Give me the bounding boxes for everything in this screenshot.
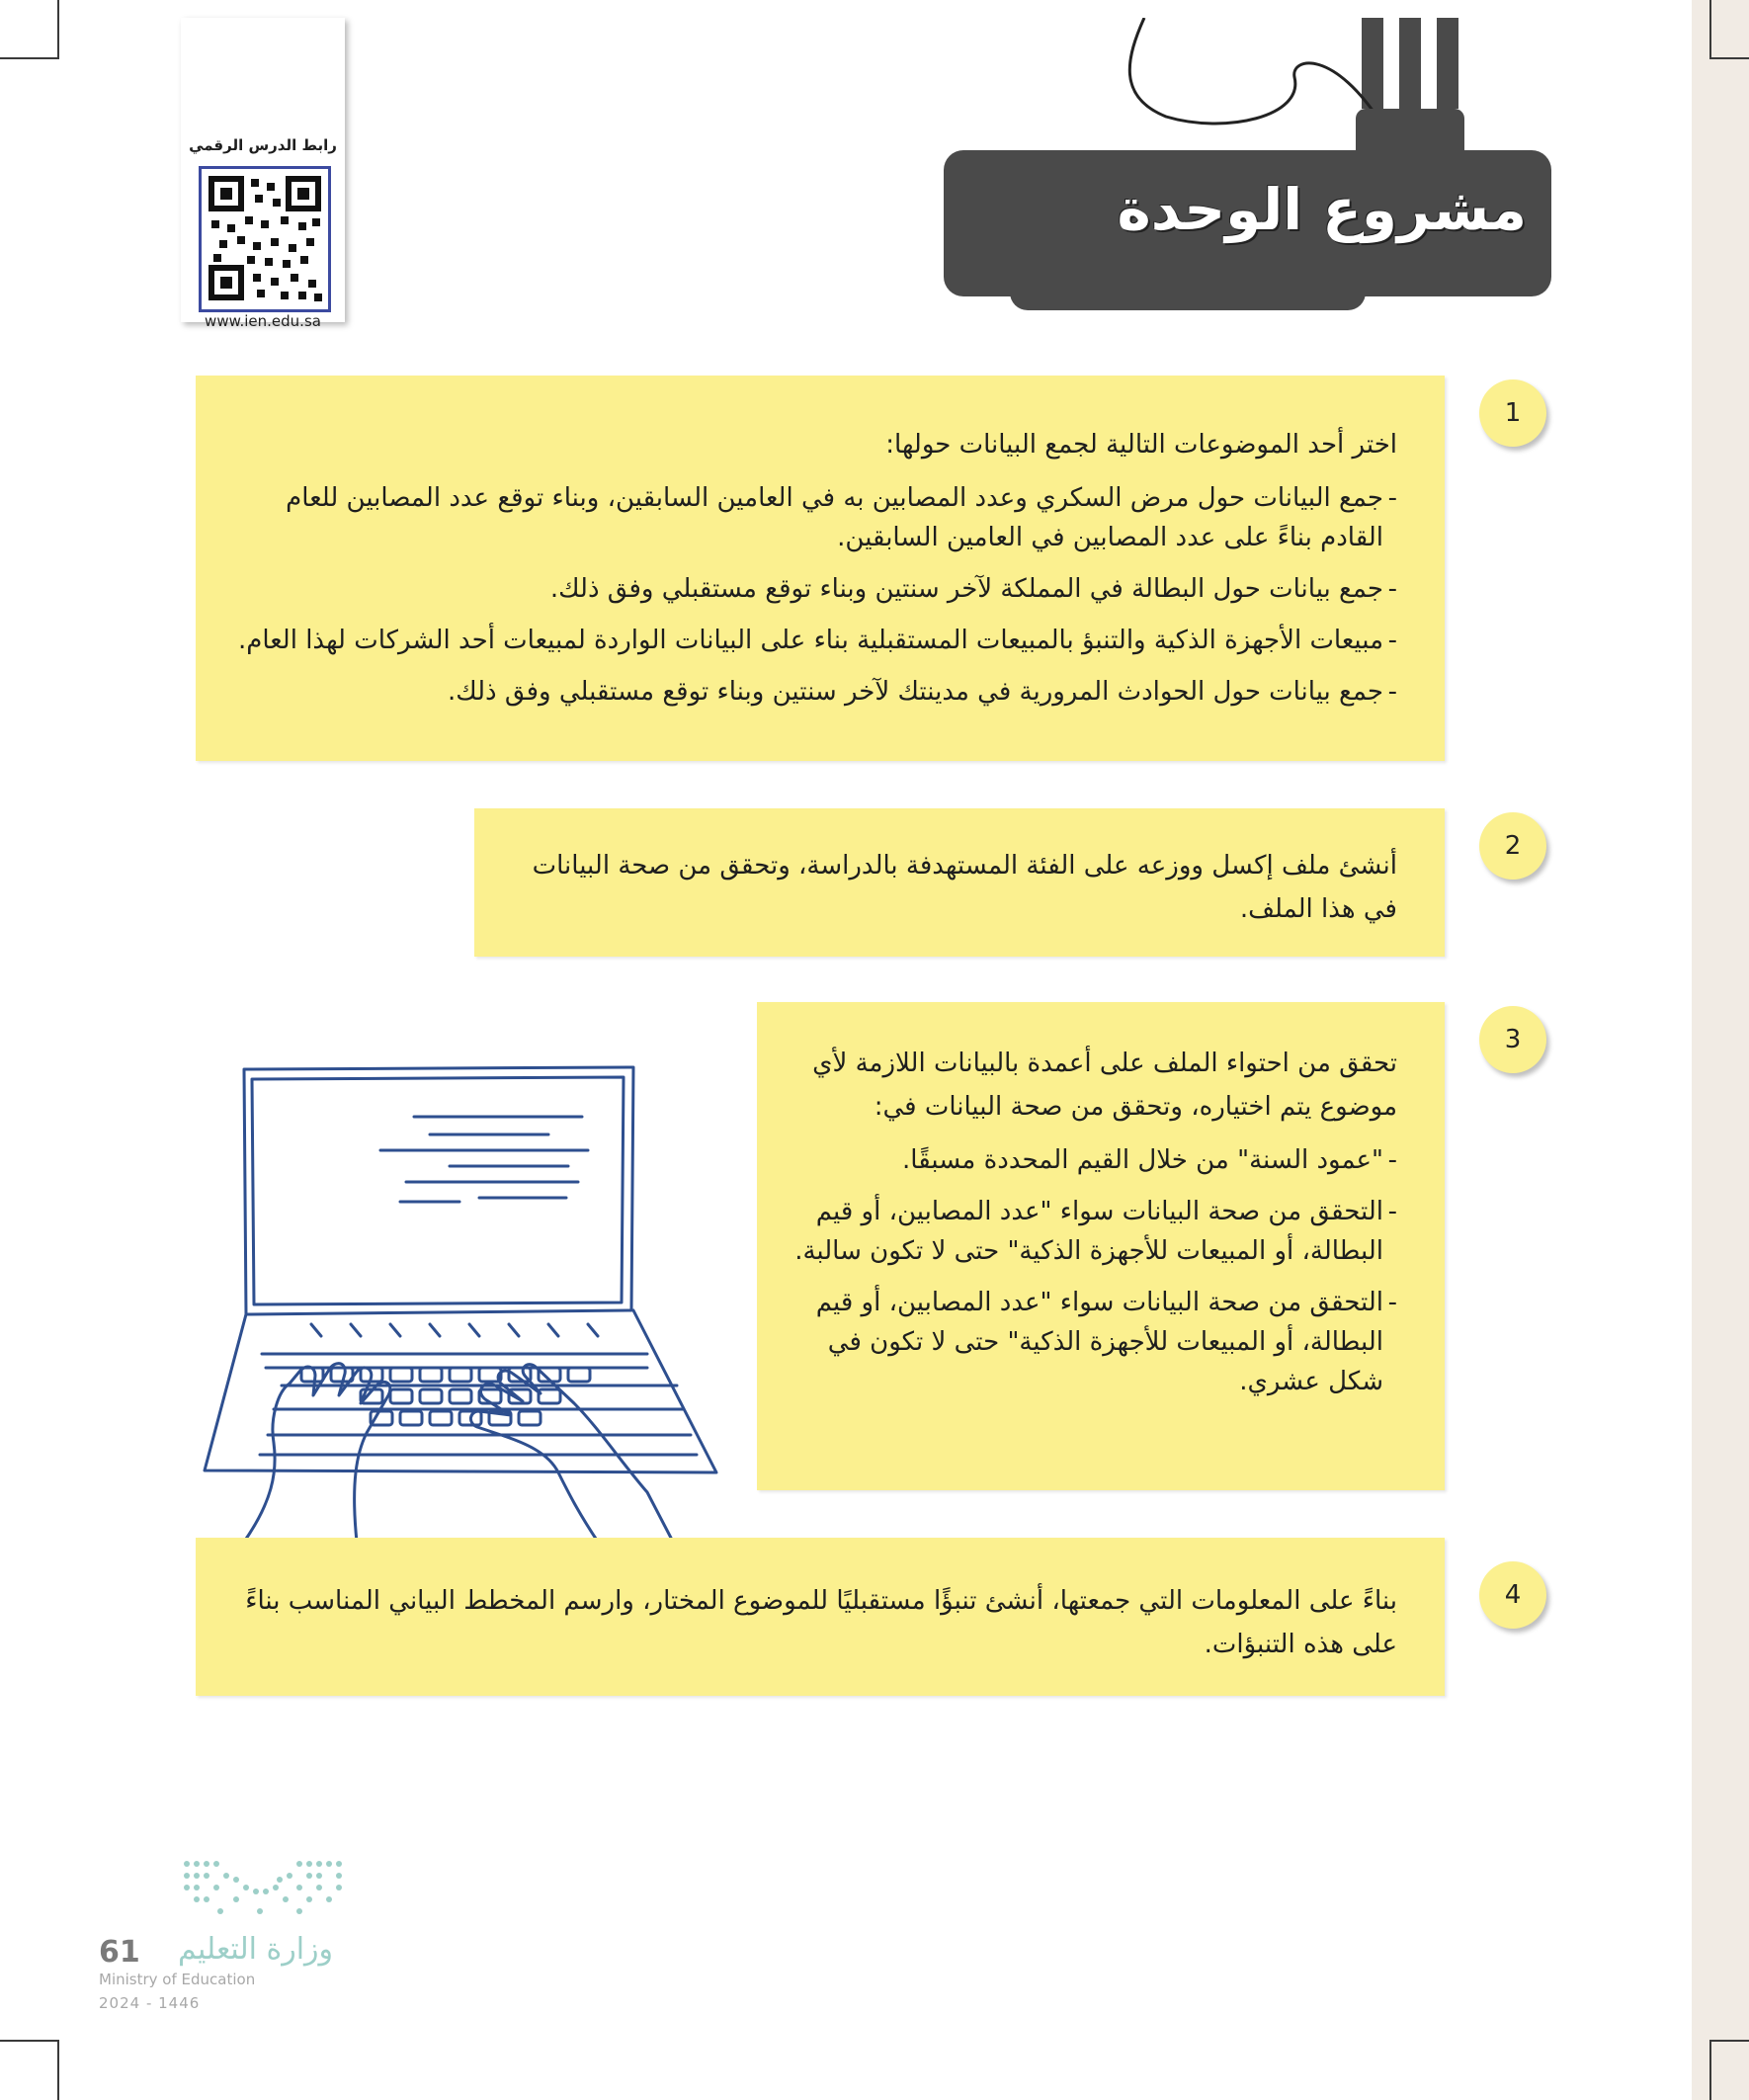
edition-year: 2024 - 1446 [99, 1994, 201, 2012]
page-side-strip [1692, 0, 1749, 2100]
step-number: 2 [1479, 812, 1546, 880]
banner-pole [1437, 18, 1458, 109]
crop-mark [1709, 0, 1711, 59]
step-1-box [196, 376, 1445, 761]
step-intro: تحقق من احتواء الملف على أعمدة بالبيانات اللازمة لأي موضوع يتم اختياره، وتحقق من صحة البيانات في: [812, 1049, 1397, 1122]
check-list [781, 1140, 1397, 1401]
step-number: 1 [1479, 379, 1546, 447]
step-3-box [757, 1002, 1445, 1490]
list-item: - "عمود السنة" من خلال القيم المحددة مسبقًا. [781, 1140, 1397, 1180]
list-item: - التحقق من صحة البيانات سواء "عدد المصابين، أو قيم البطالة، أو المبيعات للأجهزة الذكية" حتى لا تكون في شكل عشري. [781, 1283, 1397, 1401]
list-item: - التحقق من صحة البيانات سواء "عدد المصابين، أو قيم البطالة، أو المبيعات للأجهزة الذكية" حتى لا تكون سالبة. [781, 1192, 1397, 1271]
list-item: - جمع البيانات حول مرض السكري وعدد المصابين به في العامين السابقين، وبناء توقع عدد المصابين للعام القادم بناءً على عدد المصابين في العامين السابقين. [235, 478, 1397, 557]
crop-mark [0, 57, 59, 59]
list-item: - مبيعات الأجهزة الذكية والتنبؤ بالمبيعات المستقبلية بناء على البيانات الواردة لمبيعات أحد الشركات لهذا العام. [235, 621, 1397, 660]
crop-mark [57, 2042, 59, 2100]
list-item: - جمع بيانات حول الحوادث المرورية في مدينتك لآخر سنتين وبناء توقع مستقبلي وفق ذلك. [235, 672, 1397, 712]
ministry-name-arabic: وزارة التعليم [178, 1932, 334, 1967]
topic-list [235, 478, 1397, 712]
crop-mark [1709, 2042, 1711, 2100]
laptop-typing-illustration [183, 1028, 726, 1542]
digital-lesson-card[interactable] [181, 18, 345, 330]
ministry-name-english: Ministry of Education [99, 1971, 256, 1988]
ministry-logo-icon [181, 1858, 349, 1919]
step-number: 4 [1479, 1561, 1546, 1629]
crop-mark [0, 2040, 59, 2042]
crop-mark [1709, 2040, 1749, 2042]
step-intro: بناءً على المعلومات التي جمعتها، أنشئ تنبؤًا مستقبليًا للموضوع المختار، وارسم المخطط البياني المناسب بناءً على هذه التنبؤات. [245, 1586, 1397, 1659]
page-number: 61 [99, 1935, 140, 1970]
qr-code-icon[interactable] [199, 166, 331, 312]
crop-mark [1709, 57, 1749, 59]
step-4-box [196, 1538, 1445, 1696]
step-intro: أنشئ ملف إكسل ووزعه على الفئة المستهدفة بالدراسة، وتحقق من صحة البيانات في هذا الملف. [532, 851, 1397, 924]
qr-url[interactable]: www.ien.edu.sa [205, 312, 321, 330]
step-intro: اختر أحد الموضوعات التالية لجمع البيانات حولها: [885, 430, 1397, 460]
list-item: - جمع بيانات حول البطالة في المملكة لآخر سنتين وبناء توقع مستقبلي وفق ذلك. [235, 569, 1397, 609]
step-2-box [474, 808, 1445, 957]
step-number: 3 [1479, 1006, 1546, 1073]
banner-knob [1356, 109, 1464, 156]
page-title: مشروع الوحدة [1117, 176, 1527, 243]
crop-mark [57, 0, 59, 59]
qr-caption: رابط الدرس الرقمي [189, 136, 337, 154]
banner-foot [1010, 285, 1366, 310]
